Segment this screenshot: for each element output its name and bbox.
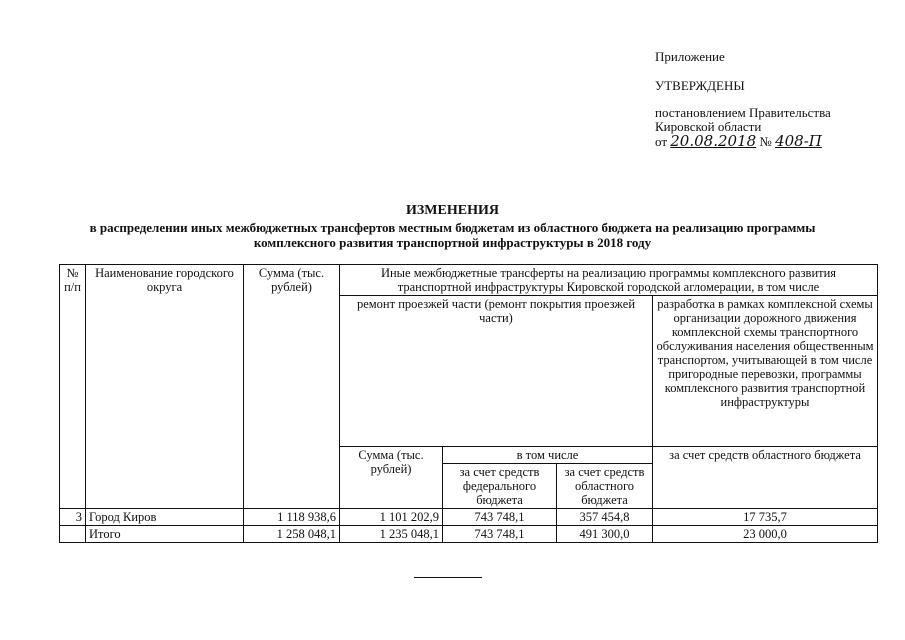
approved-label: УТВЕРЖДЕНЫ: [655, 78, 745, 93]
handwritten-date: 20.08.2018: [670, 132, 757, 150]
total-sum: 1 258 048,1: [244, 526, 340, 543]
document-subtitle-line-1: в распределении иных межбюджетных трансфертов местным бюджетам из областного бюджета на реализацию программы: [89, 220, 816, 235]
header-name: Наименование городского округа: [86, 265, 244, 509]
distribution-table: [59, 264, 878, 543]
header-including: в том числе: [443, 447, 653, 464]
header-dev-regional: за счет средств областного бюджета: [653, 447, 878, 509]
row-repair-sum: 1 101 202,9: [340, 509, 443, 526]
row-regional: 357 454,8: [557, 509, 653, 526]
total-repair-sum: 1 235 048,1: [340, 526, 443, 543]
approval-block: [655, 50, 895, 149]
header-repair-sum: Сумма (тыс. рублей): [340, 447, 443, 509]
table-row-total: [60, 526, 878, 543]
handwritten-number: 408-П: [775, 132, 822, 150]
resolution-line-2: Кировской области: [655, 119, 762, 134]
document-title: ИЗМЕНЕНИЯ: [406, 203, 499, 218]
header-other-transfers: Иные межбюджетные трансферты на реализацию программы комплексного развития транспортной инфраструктуры Кировской городской агломерации, в том числе: [340, 265, 878, 296]
row-sum: 1 118 938,6: [244, 509, 340, 526]
total-regional: 491 300,0: [557, 526, 653, 543]
header-num: № п/п: [60, 265, 86, 509]
date-prefix: от: [655, 134, 668, 149]
header-sum: Сумма (тыс. рублей): [244, 265, 340, 509]
row-dev: 17 735,7: [653, 509, 878, 526]
row-federal: 743 748,1: [443, 509, 557, 526]
number-prefix: №: [759, 134, 772, 149]
header-repair: ремонт проезжей части (ремонт покрытия проезжей части): [340, 296, 653, 447]
total-name: Итого: [86, 526, 244, 543]
total-num: [60, 526, 86, 543]
date-number-line: [655, 134, 895, 149]
header-regional: за счет средств областного бюджета: [557, 464, 653, 509]
total-dev: 23 000,0: [653, 526, 878, 543]
header-row-1: [60, 265, 878, 296]
table-row: [60, 509, 878, 526]
row-name: Город Киров: [86, 509, 244, 526]
appendix-label: Приложение: [655, 49, 725, 64]
header-federal: за счет средств федерального бюджета: [443, 464, 557, 509]
closing-divider-line: [414, 577, 482, 578]
total-federal: 743 748,1: [443, 526, 557, 543]
document-subtitle-line-2: комплексного развития транспортной инфраструктуры в 2018 году: [253, 235, 652, 250]
row-num: 3: [60, 509, 86, 526]
resolution-line-1: постановлением Правительства: [655, 105, 831, 120]
header-development: разработка в рамках комплексной схемы организации дорожного движения комплексной схемы транспортного обслуживания населения общественным транспортом, учитывающей в том числе пригородные перевозки, программы комплексного развития транспортной инфраструктуры: [653, 296, 878, 447]
